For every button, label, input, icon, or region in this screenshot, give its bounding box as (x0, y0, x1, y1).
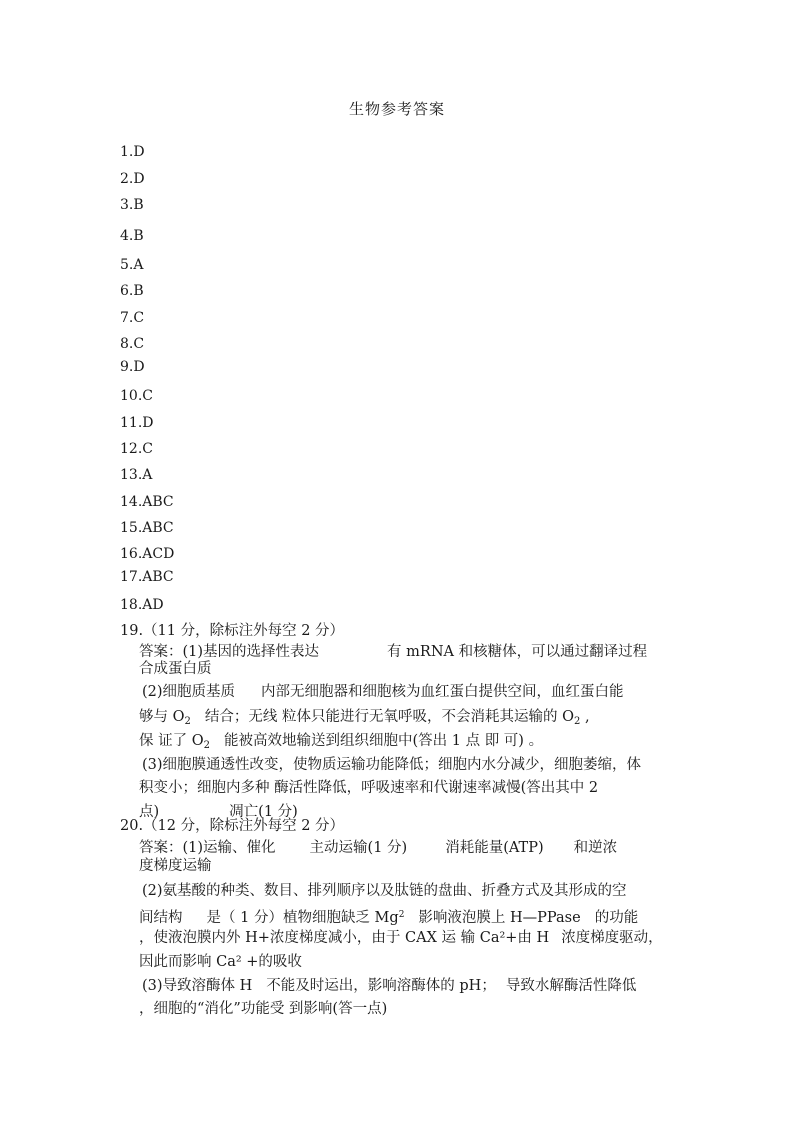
q20-text: 消耗能量(ATP) (445, 840, 544, 856)
q20-text: (3)导致溶酶体 H (142, 978, 253, 994)
answer-item: 9.D (120, 359, 145, 375)
q20-text: 间结构 (139, 910, 183, 926)
q20-line: (2)氨基酸的种类、数目、排列顺序以及肽链的盘曲、折叠方式及其形成的空 (142, 883, 627, 899)
q20-line: ，细胞的“消化”功能受 到影响(答一点) (139, 1001, 388, 1017)
answer-item: 11.D (120, 415, 154, 431)
mg-superscript: 2 (398, 910, 405, 920)
q19-text: (2)细胞质基质 (142, 684, 236, 700)
q20-text: 的功能 (594, 910, 639, 926)
answer-item: 10.C (120, 388, 153, 404)
q19-text: 答案：(1)基因的选择性表达 (139, 644, 320, 660)
q20-text: 答案：(1)运输、催化 (139, 840, 276, 856)
q19-text: 有 mRNA 和核糖体，可以通过翻译过程 (387, 644, 648, 660)
q19-text: 结合；无线 粒体只能进行无氧呼吸，不会消耗其运输的 O (204, 709, 574, 725)
q19-line (142, 683, 624, 701)
answer-item: 8.C (120, 336, 145, 352)
q20-text: 影响液泡膜上 H—PPase (418, 910, 581, 926)
answer-item: 14.ABC (120, 494, 174, 510)
q20-text: ，使液泡膜内外 H+浓度梯度减小，由于 CAX 运 输 Ca²+由 H (139, 930, 550, 946)
q20-line (139, 929, 663, 947)
q19-text: 够与 O (139, 709, 185, 725)
answer-item: 12.C (120, 441, 153, 457)
q20-text: 不能及时运出，影响溶酶体的 pH； (266, 978, 496, 994)
q20-line (139, 839, 617, 857)
q20-text: 主动运输(1 分) (309, 840, 408, 856)
q20-text: 和逆浓 (573, 840, 618, 856)
q20-line: 因此而影响 Ca² +的吸收 (139, 954, 302, 970)
o2-subscript: 2 (203, 740, 210, 751)
q20-line (139, 906, 638, 927)
q20-text: 是（ 1 分）植物细胞缺乏 Mg (206, 910, 399, 926)
question-20-header: 20.（12 分，除标注外每空 2 分） (120, 818, 345, 834)
o2-subscript: 2 (573, 716, 581, 727)
q19-text: 保 证了 O (139, 733, 204, 749)
q19-text: 能被高效地输送到组织细胞中(答出 1 点 即 可) 。 (223, 733, 544, 749)
answer-item: 16.ACD (120, 546, 175, 562)
q20-line (142, 977, 636, 995)
q20-text: 导致水解酶活性降低 (505, 978, 637, 994)
q20-text: 浓度梯度驱动， (561, 930, 663, 946)
answer-item: 17.ABC (120, 569, 174, 585)
answer-item: 5.A (120, 257, 144, 273)
q19-line (139, 643, 647, 661)
q19-text: 点) (139, 804, 160, 820)
answer-item: 18.AD (120, 597, 164, 613)
page-title: 生物参考答案 (348, 100, 445, 118)
q19-text: 内部无细胞器和细胞核为血红蛋白提供空间，血红蛋白能 (261, 684, 624, 700)
q19-text: , (580, 709, 590, 725)
question-19-header: 19.（11 分，除标注外每空 2 分） (120, 623, 345, 639)
answer-item: 1.D (120, 144, 145, 160)
answer-item: 3.B (120, 197, 144, 213)
answer-item: 15.ABC (120, 520, 174, 536)
o2-subscript: 2 (184, 716, 191, 727)
answer-item: 2.D (120, 171, 145, 187)
q19-line (139, 708, 590, 731)
answer-item: 7.C (120, 310, 145, 326)
answer-item: 4.B (120, 228, 144, 244)
answer-item: 6.B (120, 283, 144, 299)
q19-line: (3)细胞膜通透性改变，使物质运输功能降低；细胞内水分减少，细胞萎缩，体 (142, 757, 642, 773)
q20-line: 度梯度运输 (139, 858, 212, 874)
answer-item: 13.A (120, 467, 153, 483)
q19-text: 凋亡(1 分) (229, 804, 298, 820)
q19-line: 合成蛋白质 (139, 661, 212, 677)
q19-line: 积变小；细胞内多种 酶活性降低，呼吸速率和代谢速率减慢(答出其中 2 (139, 780, 599, 796)
q19-line (139, 732, 543, 755)
